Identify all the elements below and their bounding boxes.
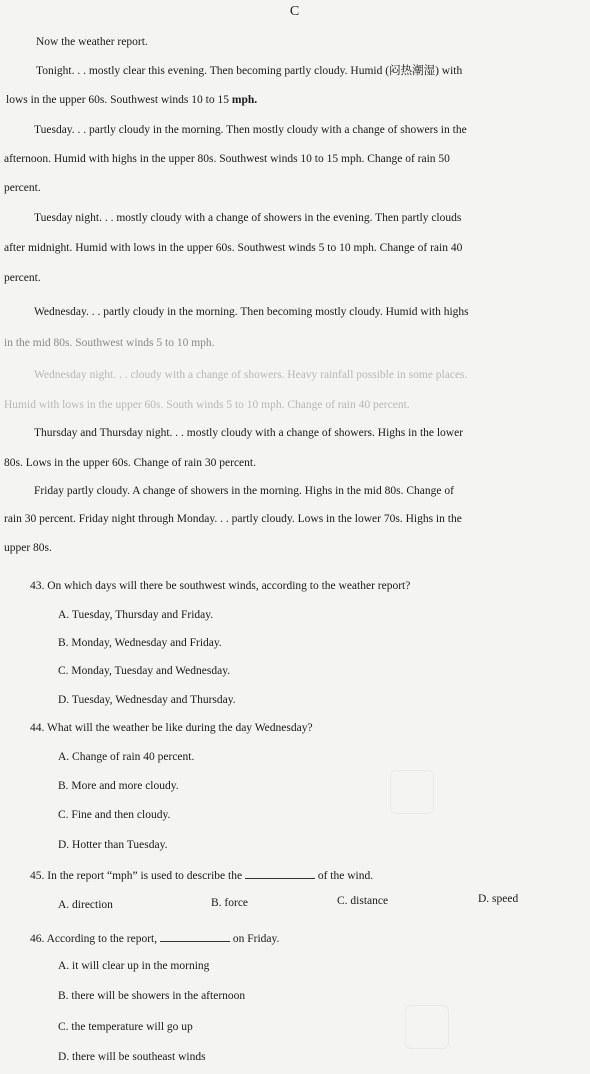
question-44-option-a[interactable]: A. Change of rain 40 percent. xyxy=(58,751,195,763)
passage-friday-line1: Friday partly cloudy. A change of showers in the morning. Highs in the mid 80s. Change of xyxy=(34,485,454,497)
question-45-stem xyxy=(30,868,373,882)
passage-tonight-line2 xyxy=(6,93,257,107)
question-43-stem: 43. On which days will there be southwest winds, according to the weather report? xyxy=(30,580,411,592)
passage-tuesday-night-line1: Tuesday night. . . mostly cloudy with a change of showers in the evening. Then partly clouds xyxy=(34,212,462,224)
passage-tuesday-line2: afternoon. Humid with highs in the upper 80s. Southwest winds 10 to 15 mph. Change of rain 50 xyxy=(4,153,450,165)
question-45-stem-start: 45. In the report “mph” is used to describe the xyxy=(30,870,243,882)
watermark-logo-icon xyxy=(405,1005,449,1049)
passage-thursday-line1: Thursday and Thursday night. . . mostly cloudy with a change of showers. Highs in the lower xyxy=(34,427,464,439)
question-45-blank xyxy=(245,868,315,879)
question-46-option-a[interactable]: A. it will clear up in the morning xyxy=(58,960,210,972)
passage-tuesday-night-line3: percent. xyxy=(4,272,41,284)
question-45-option-d[interactable]: D. speed xyxy=(478,893,519,905)
question-46-option-d[interactable]: D. there will be southeast winds xyxy=(58,1051,206,1063)
question-44-stem: 44. What will the weather be like during the day Wednesday? xyxy=(30,722,313,734)
question-43-option-d[interactable]: D. Tuesday, Wednesday and Thursday. xyxy=(58,694,236,706)
passage-intro: Now the weather report. xyxy=(36,36,148,48)
passage-wednesday-night-line1: Wednesday night. . . cloudy with a change of showers. Heavy rainfall possible in some places. xyxy=(34,369,468,381)
question-45-option-a[interactable]: A. direction xyxy=(58,899,113,911)
passage-friday-line3: upper 80s. xyxy=(4,542,52,554)
question-44-option-b[interactable]: B. More and more cloudy. xyxy=(58,780,179,792)
passage-wednesday-line2: in the mid 80s. Southwest winds 5 to 10 mph. xyxy=(4,337,215,349)
question-46-stem xyxy=(30,931,279,945)
section-letter: C xyxy=(289,4,301,19)
question-44-option-d[interactable]: D. Hotter than Tuesday. xyxy=(58,839,168,851)
question-46-blank xyxy=(160,931,230,942)
passage-tuesday-night-line2: after midnight. Humid with lows in the upper 60s. Southwest winds 5 to 10 mph. Change of rain 40 xyxy=(4,242,463,254)
question-46-stem-start: 46. According to the report, xyxy=(30,933,158,945)
question-43-option-a[interactable]: A. Tuesday, Thursday and Friday. xyxy=(58,609,214,621)
passage-tuesday-line3: percent. xyxy=(4,182,41,194)
passage-friday-line2: rain 30 percent. Friday night through Monday. . . partly cloudy. Lows in the lower 70s. Highs in the xyxy=(4,513,462,525)
passage-tuesday-line1: Tuesday. . . partly cloudy in the morning. Then mostly cloudy with a change of showers in the xyxy=(34,124,467,136)
question-46-option-b[interactable]: B. there will be showers in the afternoon xyxy=(58,990,246,1002)
watermark-logo-icon xyxy=(390,770,434,814)
mph-highlight: mph. xyxy=(231,94,258,106)
passage-wednesday-line1: Wednesday. . . partly cloudy in the morning. Then becoming mostly cloudy. Humid with highs xyxy=(34,306,469,318)
passage-tonight-text: lows in the upper 60s. Southwest winds 10 to 15 xyxy=(6,94,232,106)
question-46-option-c[interactable]: C. the temperature will go up xyxy=(58,1021,193,1033)
question-46-stem-end: on Friday. xyxy=(232,933,280,945)
question-43-option-b[interactable]: B. Monday, Wednesday and Friday. xyxy=(58,637,222,649)
passage-wednesday-night-line2: Humid with lows in the upper 60s. South winds 5 to 10 mph. Change of rain 40 percent. xyxy=(4,399,410,411)
question-44-option-c[interactable]: C. Fine and then cloudy. xyxy=(58,809,171,821)
passage-tonight-line1: Tonight. . . mostly clear this evening. Then becoming partly cloudy. Humid (闷热潮湿) with xyxy=(36,65,463,77)
question-43-option-c[interactable]: C. Monday, Tuesday and Wednesday. xyxy=(58,665,231,677)
question-45-option-b[interactable]: B. force xyxy=(211,897,249,909)
passage-thursday-line2: 80s. Lows in the upper 60s. Change of rain 30 percent. xyxy=(4,457,256,469)
question-45-option-c[interactable]: C. distance xyxy=(337,895,389,907)
question-45-stem-end: of the wind. xyxy=(317,870,374,882)
